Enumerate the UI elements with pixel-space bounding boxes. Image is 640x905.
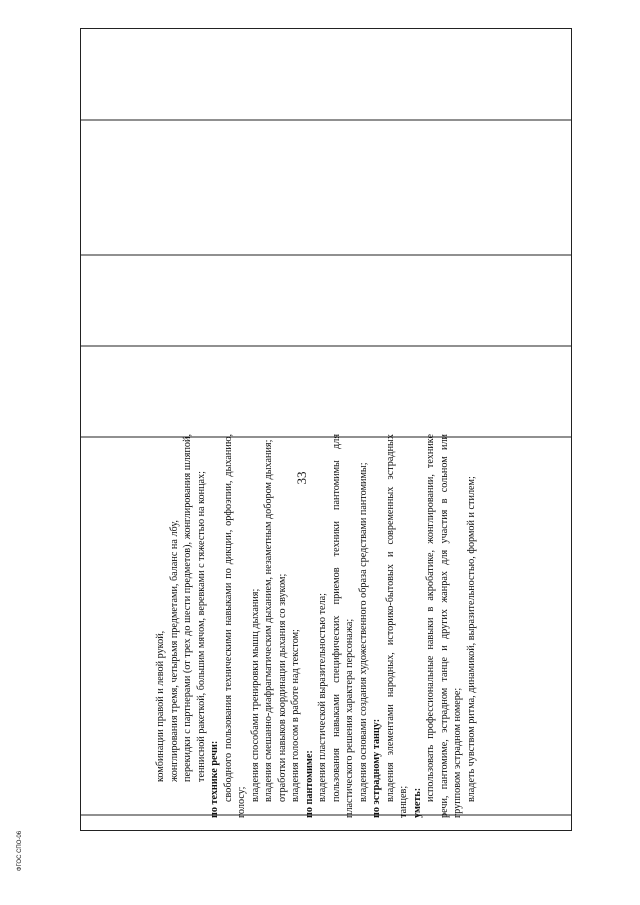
text-line: владеть чувством ритма, динамикой, выразительностью, формой и стилем; xyxy=(465,476,477,802)
text-line: пользования навыками специфических приемов техники пантомимы для пластического решения характера персонажа; xyxy=(330,434,355,818)
table-cell-competencies xyxy=(154,434,568,818)
section-heading: по пантомиме: xyxy=(303,750,315,818)
footer-code: ФГОС СПО-06 xyxy=(17,830,23,872)
text-line: владения голосом в работе над текстом; xyxy=(290,629,301,802)
text-line: использовать профессиональные навыки в акробатике, жонглировании, технике речи, пантомиме, эстрадном танце и других жанрах для участия в сольном или групповом эстрадном номере; xyxy=(425,434,463,818)
section-heading: по эстрадному танцу: xyxy=(371,718,382,818)
text-line: отработки навыков координации дыхания со звуком; xyxy=(276,573,288,802)
text-line: комбинации правой и левой рукой, xyxy=(155,630,166,782)
text-line: жонглирования тремя, четырьмя предметами, баланс на лбу, xyxy=(168,520,180,782)
text-line: владения элементами народных, историко-бытовых и современных эстрадных танцев; xyxy=(384,434,409,818)
text-line: перекидки с партнерами (от трех до шести предметов), жонглирования шляпой, теннисной ракеткой, большим мячом, веревками с тяжестью на концах; xyxy=(182,434,207,782)
text-line: владения основами создания художественного образа средствами пантомимы; xyxy=(357,462,369,802)
section-heading: уметь: xyxy=(411,787,423,818)
page-number: 33 xyxy=(294,471,309,485)
text-line: владения смешанно-диафрагматическим дыханием, незаметным добором дыхания; xyxy=(263,439,274,802)
text-line: владения способами тренировки мышц дыхания; xyxy=(249,588,261,802)
section-heading: по технике речи: xyxy=(209,740,220,818)
text-line: свободного пользования техническими навыками по дикции, орфоэпии, дыханию, голосу; xyxy=(222,434,247,818)
text-line: владения пластической выразительностью тела; xyxy=(317,593,328,802)
